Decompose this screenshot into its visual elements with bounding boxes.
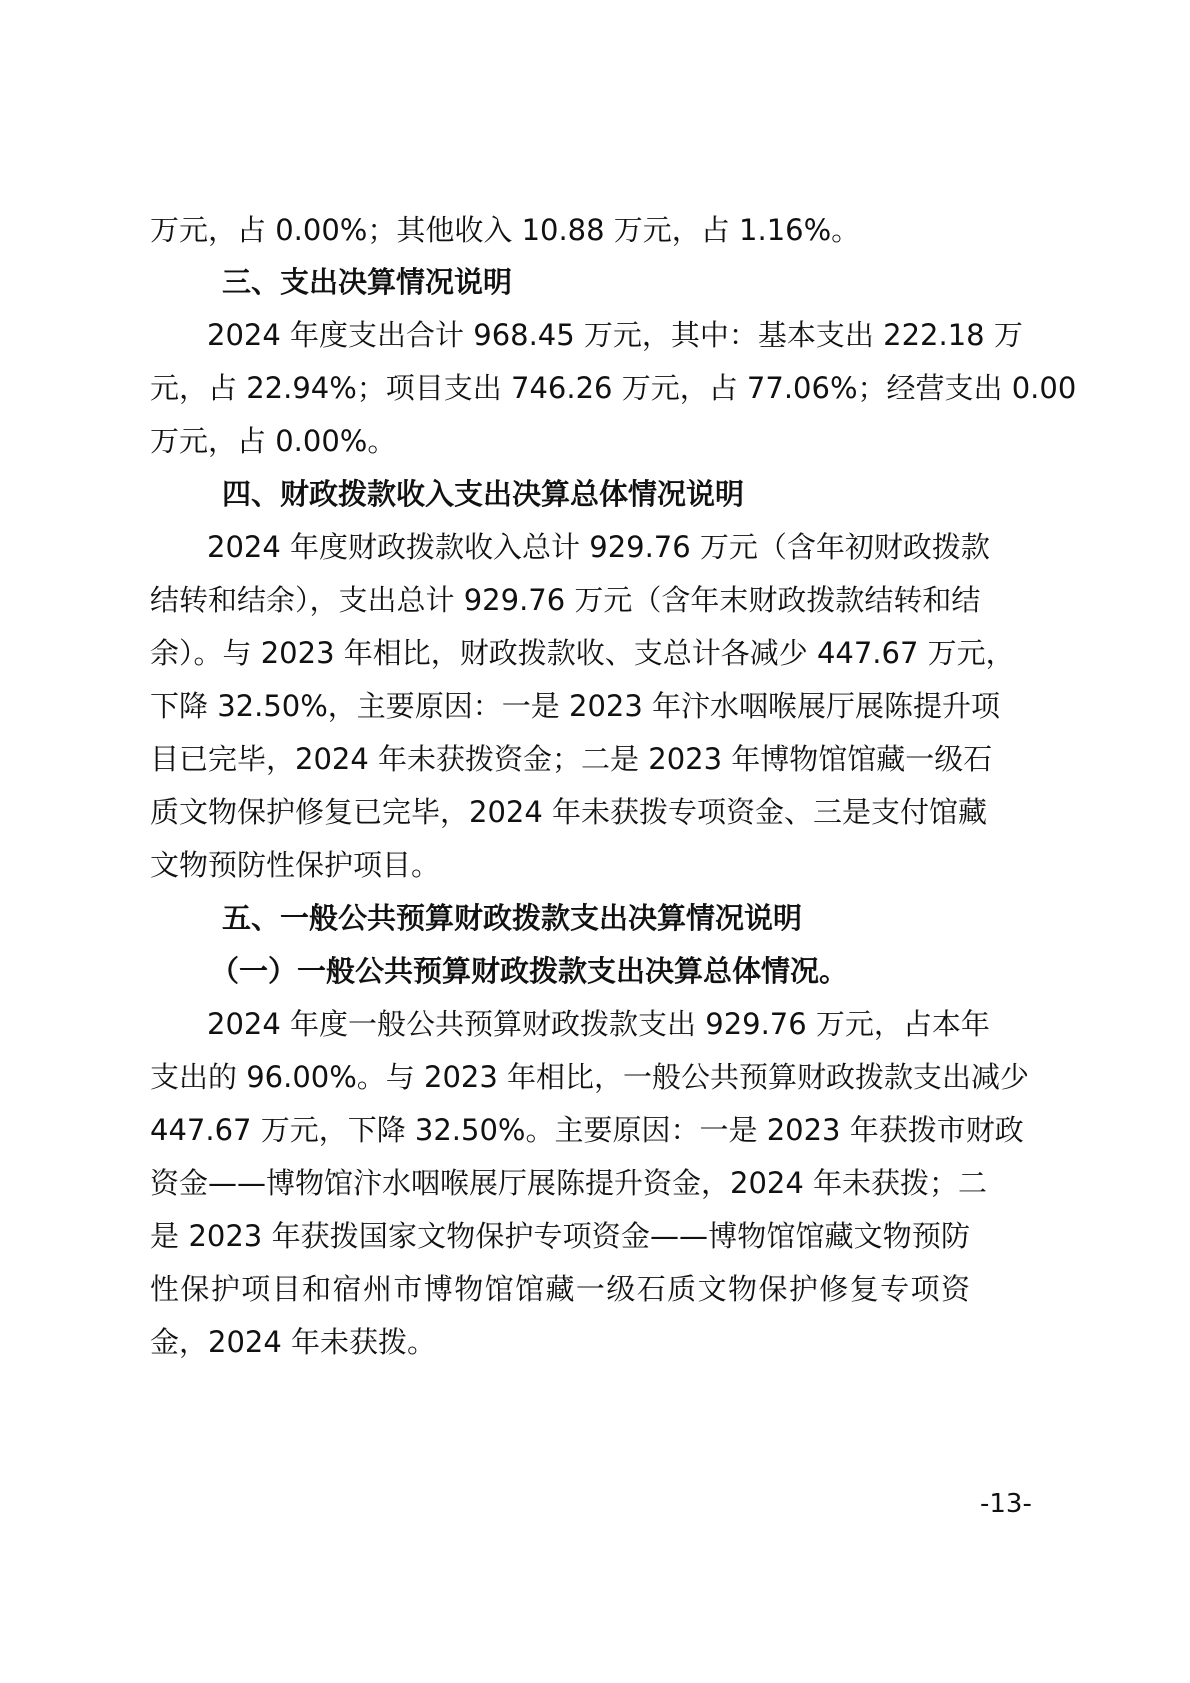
paragraph-line: 结转和结余），支出总计 929.76 万元（含年末财政拨款结转和结 xyxy=(150,583,981,617)
section-heading-general-budget: 五、一般公共预算财政拨款支出决算情况说明 xyxy=(222,901,803,935)
paragraph-line: 2024 年度支出合计 968.45 万元，其中：基本支出 222.18 万 xyxy=(207,318,1023,352)
page-number: -13- xyxy=(980,1489,1032,1519)
paragraph-line: 是 2023 年获拨国家文物保护专项资金——博物馆馆藏文物预防 xyxy=(150,1219,970,1253)
paragraph-line: 余）。与 2023 年相比，财政拨款收、支总计各减少 447.67 万元， xyxy=(150,636,1015,670)
paragraph-line: 性保护项目和宿州市博物馆馆藏一级石质文物保护修复专项资 xyxy=(150,1272,970,1306)
paragraph-line: 资金——博物馆汴水咽喉展厅展陈提升资金，2024 年未获拨；二 xyxy=(150,1166,988,1200)
paragraph-line: 质文物保护修复已完毕，2024 年未获拨专项资金、三是支付馆藏 xyxy=(150,795,988,829)
subsection-heading: （一）一般公共预算财政拨款支出决算总体情况。 xyxy=(210,954,849,988)
paragraph-line: 元，占 22.94%；项目支出 746.26 万元，占 77.06%；经营支出 0.00 xyxy=(150,371,1077,405)
paragraph-line: 文物预防性保护项目。 xyxy=(150,848,441,882)
section-heading-fiscal-overall: 四、财政拨款收入支出决算总体情况说明 xyxy=(222,477,745,511)
paragraph-line: 447.67 万元，下降 32.50%。主要原因：一是 2023 年获拨市财政 xyxy=(150,1113,1024,1147)
paragraph-line: 2024 年度财政拨款收入总计 929.76 万元（含年初财政拨款 xyxy=(207,530,990,564)
paragraph-line: 金，2024 年未获拨。 xyxy=(150,1325,437,1359)
paragraph-line: 下降 32.50%，主要原因：一是 2023 年汴水咽喉展厅展陈提升项 xyxy=(150,689,1001,723)
paragraph-line: 万元，占 0.00%。 xyxy=(150,424,397,458)
paragraph-line: 2024 年度一般公共预算财政拨款支出 929.76 万元，占本年 xyxy=(207,1007,990,1041)
paragraph-line: 支出的 96.00%。与 2023 年相比，一般公共预算财政拨款支出减少 xyxy=(150,1060,1030,1094)
section-heading-expenditure: 三、支出决算情况说明 xyxy=(222,265,513,299)
paragraph-line: 目已完毕，2024 年未获拨资金；二是 2023 年博物馆馆藏一级石 xyxy=(150,742,993,776)
paragraph-continuation: 万元，占 0.00%；其他收入 10.88 万元，占 1.16%。 xyxy=(150,213,861,247)
